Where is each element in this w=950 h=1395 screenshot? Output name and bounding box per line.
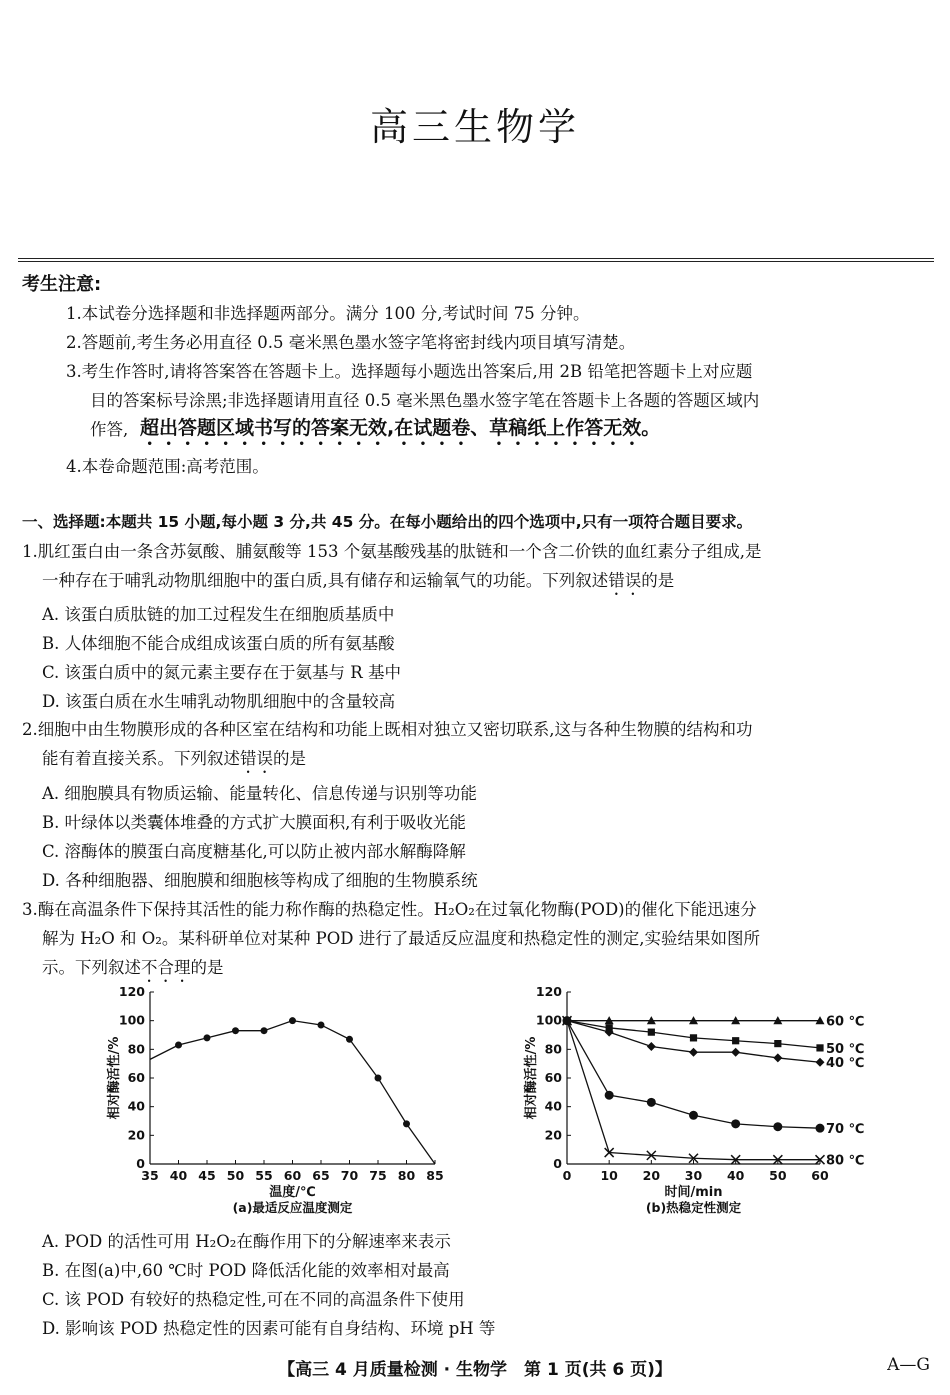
question-stem: 2.细胞中由生物膜形成的各种区室在结构和功能上既相对独立又密切联系,这与各种生物膜的结构和功 bbox=[22, 720, 753, 739]
x-tick-label: 0 bbox=[562, 1168, 572, 1183]
option: A. POD 的活性可用 H₂O₂在酶作用下的分解速率来表示 bbox=[42, 1232, 451, 1251]
data-point bbox=[648, 1029, 655, 1036]
notice-item: 4.本卷命题范围:高考范围。 bbox=[66, 457, 269, 476]
chart-thermal-stability bbox=[515, 980, 875, 1225]
y-axis-label: 相对酶活性/% bbox=[524, 1036, 539, 1120]
y-tick-label: 100 bbox=[118, 1012, 145, 1028]
series-line bbox=[567, 1021, 820, 1160]
series-label: 80 ℃ bbox=[826, 1153, 865, 1169]
notice-heading: 考生注意: bbox=[22, 274, 102, 295]
option: B. 人体细胞不能合成组成该蛋白质的所有氨基酸 bbox=[42, 634, 395, 653]
emphasis: 错误 bbox=[240, 749, 273, 768]
x-tick-label: 50 bbox=[226, 1168, 245, 1183]
data-point bbox=[647, 1098, 656, 1107]
question-stem-line: 能有着直接关系。下列叙述错误的是 bbox=[42, 749, 306, 768]
notice-item: 2.答题前,考生务必用直径 0.5 毫米黑色墨水签字笔将密封线内项目填写清楚。 bbox=[66, 333, 636, 352]
data-point bbox=[732, 1037, 739, 1044]
data-point bbox=[773, 1122, 782, 1131]
data-point bbox=[346, 1036, 353, 1043]
option: D. 影响该 POD 热稳定性的因素可能有自身结构、环境 pH 等 bbox=[42, 1319, 496, 1338]
data-point bbox=[375, 1075, 382, 1082]
series-label: 70 ℃ bbox=[826, 1122, 865, 1138]
x-tick-label: 70 bbox=[340, 1168, 359, 1183]
data-point bbox=[289, 1017, 296, 1024]
x-tick-label: 35 bbox=[141, 1168, 159, 1183]
chart-caption: (b)热稳定性测定 bbox=[645, 1200, 742, 1215]
x-tick-label: 60 bbox=[811, 1168, 829, 1183]
y-tick-label: 20 bbox=[127, 1127, 145, 1143]
y-tick-label: 100 bbox=[535, 1012, 562, 1028]
notice-item: 3.考生作答时,请将答案答在答题卡上。选择题每小题选出答案后,用 2B 铅笔把答题卡上对应题 bbox=[66, 362, 753, 381]
y-tick-label: 0 bbox=[136, 1156, 145, 1171]
x-tick-label: 50 bbox=[769, 1168, 787, 1183]
data-point bbox=[403, 1120, 410, 1127]
series-label: 60 ℃ bbox=[826, 1014, 865, 1030]
data-point bbox=[175, 1042, 182, 1049]
emphasis: 不合理 bbox=[141, 958, 191, 977]
page-footer: 【高三 4 月质量检测 · 生物学 第 1 页(共 6 页)】 bbox=[278, 1360, 672, 1380]
x-tick-label: 65 bbox=[312, 1168, 330, 1183]
notice-item: 1.本试卷分选择题和非选择题两部分。满分 100 分,考试时间 75 分钟。 bbox=[66, 304, 590, 323]
y-tick-label: 60 bbox=[544, 1070, 562, 1085]
x-tick-label: 45 bbox=[198, 1168, 216, 1183]
option: D. 各种细胞器、细胞膜和细胞核等构成了细胞的生物膜系统 bbox=[42, 871, 478, 890]
data-point bbox=[689, 1048, 698, 1057]
data-point bbox=[731, 1048, 740, 1057]
y-tick-label: 80 bbox=[127, 1041, 145, 1057]
y-axis-label: 相对酶活性/% bbox=[107, 1036, 122, 1120]
y-tick-label: 120 bbox=[118, 984, 145, 999]
data-point bbox=[816, 1044, 823, 1051]
data-point bbox=[816, 1058, 825, 1067]
paper-code: A—G bbox=[887, 1355, 930, 1375]
data-point bbox=[690, 1034, 697, 1041]
option: A. 细胞膜具有物质运输、能量转化、信息传递与识别等功能 bbox=[42, 784, 477, 803]
option: C. 溶酶体的膜蛋白高度糖基化,可以防止被内部水解酶降解 bbox=[42, 842, 466, 861]
data-point bbox=[318, 1021, 325, 1028]
y-tick-label: 80 bbox=[544, 1041, 562, 1057]
data-point bbox=[204, 1034, 211, 1041]
x-tick-label: 80 bbox=[397, 1168, 416, 1183]
notice-item: 目的答案标号涂黑;非选择题请用直径 0.5 毫米黑色墨水签字笔在答题卡上各题的答题区域内 bbox=[90, 391, 760, 410]
question-stem: 1.肌红蛋白由一条含苏氨酸、脯氨酸等 153 个氨基酸残基的肽链和一个含二价铁的血红素分子组成,是 bbox=[22, 542, 762, 561]
data-point bbox=[816, 1124, 825, 1133]
x-tick-label: 40 bbox=[726, 1168, 745, 1183]
x-tick-label: 55 bbox=[255, 1168, 273, 1183]
y-tick-label: 40 bbox=[544, 1098, 562, 1114]
data-point bbox=[689, 1111, 698, 1120]
y-tick-label: 0 bbox=[553, 1156, 562, 1171]
x-tick-label: 30 bbox=[684, 1168, 703, 1183]
x-tick-label: 85 bbox=[426, 1168, 444, 1183]
chart-optimal-temperature bbox=[95, 980, 455, 1225]
section-heading: 一、选择题:本题共 15 小题,每小题 3 分,共 45 分。在每小题给出的四个选项中,只有一项符合题目要求。 bbox=[22, 513, 753, 531]
x-axis-label: 时间/min bbox=[664, 1185, 723, 1200]
data-point bbox=[261, 1027, 268, 1034]
option: B. 在图(a)中,60 ℃时 POD 降低活化能的效率相对最高 bbox=[42, 1261, 450, 1280]
option: C. 该蛋白质中的氮元素主要存在于氨基与 R 基中 bbox=[42, 663, 401, 682]
series-line bbox=[150, 1021, 435, 1164]
y-tick-label: 120 bbox=[535, 984, 562, 999]
data-point bbox=[773, 1053, 782, 1062]
emphasis: 错误 bbox=[608, 571, 642, 590]
divider-top bbox=[18, 258, 934, 259]
option: B. 叶绿体以类囊体堆叠的方式扩大膜面积,有利于吸收光能 bbox=[42, 813, 466, 832]
question-stem: 解为 H₂O 和 O₂。某科研单位对某种 POD 进行了最适反应温度和热稳定性的测定,实验结果如图所 bbox=[42, 929, 760, 948]
y-tick-label: 20 bbox=[544, 1127, 562, 1143]
x-tick-label: 20 bbox=[642, 1168, 661, 1183]
x-tick-label: 60 bbox=[283, 1168, 302, 1183]
question-stem-line: 一种存在于哺乳动物肌细胞中的蛋白质,具有储存和运输氧气的功能。下列叙述错误的是 bbox=[42, 571, 675, 590]
data-point bbox=[774, 1040, 781, 1047]
data-point bbox=[605, 1091, 614, 1100]
series-label: 40 ℃ bbox=[826, 1056, 865, 1072]
y-tick-label: 40 bbox=[127, 1098, 145, 1114]
x-axis-label: 温度/℃ bbox=[269, 1185, 316, 1200]
x-tick-label: 75 bbox=[369, 1168, 387, 1183]
data-point bbox=[232, 1027, 239, 1034]
series-label: 50 ℃ bbox=[826, 1041, 865, 1057]
option: C. 该 POD 有较好的热稳定性,可在不同的高温条件下使用 bbox=[42, 1290, 465, 1309]
divider-top-2 bbox=[18, 261, 934, 262]
data-point bbox=[731, 1119, 740, 1128]
y-tick-label: 60 bbox=[127, 1070, 145, 1085]
notice-emphasis: 超出答题区域书写的答案无效,在试题卷、草稿纸上作答无效。 bbox=[140, 417, 661, 439]
option: D. 该蛋白质在水生哺乳动物肌细胞中的含量较高 bbox=[42, 692, 396, 711]
question-stem-line: 示。下列叙述不合理的是 bbox=[42, 958, 224, 977]
x-tick-label: 40 bbox=[169, 1168, 188, 1183]
x-tick-label: 10 bbox=[600, 1168, 618, 1183]
paper-title: 高三生物学 bbox=[369, 105, 580, 149]
option: A. 该蛋白质肽链的加工过程发生在细胞质基质中 bbox=[42, 605, 395, 624]
chart-caption: (a)最适反应温度测定 bbox=[232, 1200, 353, 1215]
question-stem: 3.酶在高温条件下保持其活性的能力称作酶的热稳定性。H₂O₂在过氧化物酶(POD)的催化下能迅速分 bbox=[22, 900, 757, 919]
data-point bbox=[647, 1042, 656, 1051]
notice-item-start: 作答, bbox=[90, 420, 129, 439]
